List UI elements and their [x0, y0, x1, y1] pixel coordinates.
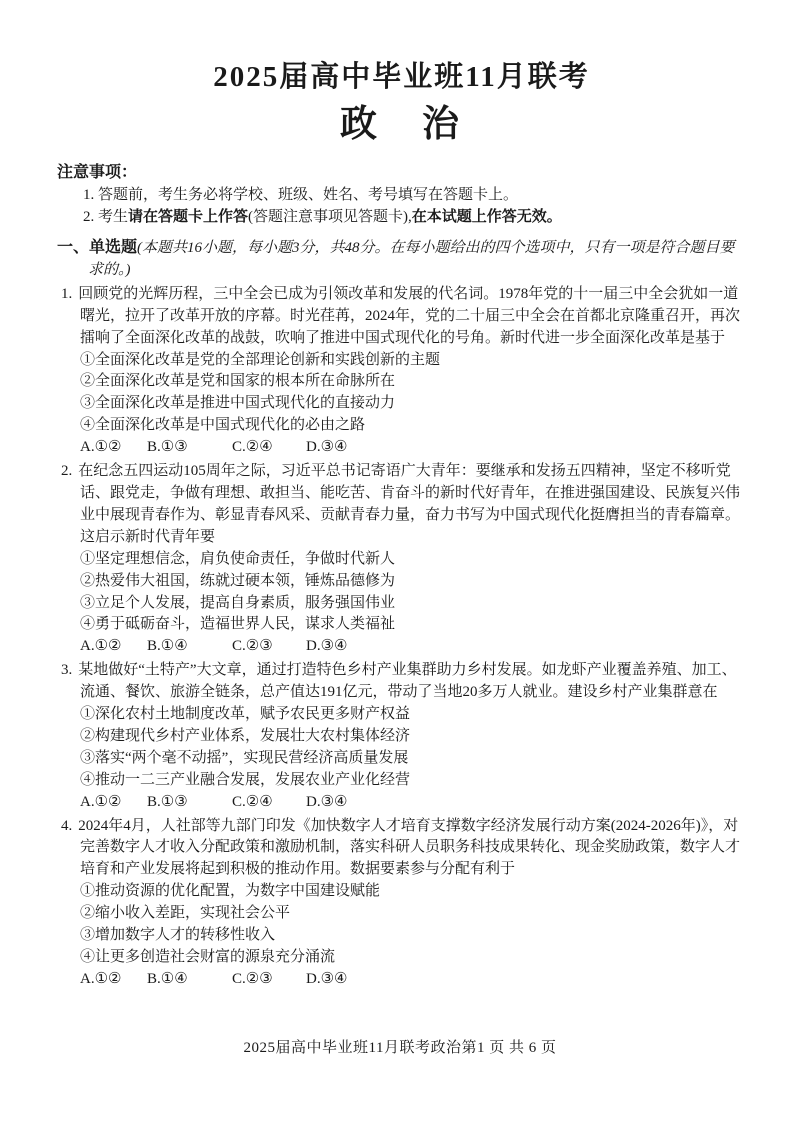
statement: ③立足个人发展，提高自身素质，服务强国伟业: [80, 594, 396, 611]
choice-option: D.③④: [306, 638, 348, 655]
choice-option: B.①④: [147, 970, 188, 987]
statement: ③落实“两个毫不动摇”，实现民营经济高质量发展: [80, 749, 409, 766]
choice-option: B.①③: [147, 793, 188, 810]
statement: ②构建现代乡村产业体系，发展壮大农村集体经济: [80, 727, 411, 744]
question-statements: [61, 549, 746, 637]
page-title: 2025届高中毕业班11月联考: [213, 61, 590, 93]
question-text: 回顾党的光辉历程，三中全会已成为引领改革和发展的代名词。1978年党的十一届三中全会犹如一道曙光，拉开了改革开放的序幕。时光荏苒，2024年，党的二十届三中全会在首都北京隆重召开，再次擂响了全面深化改革的战鼓，吹响了推进中国式现代化的号角。新时代进一步全面深化改革是基于: [78, 285, 741, 346]
question-stem: [61, 284, 746, 350]
section-note: (本题共16小题，每小题3分，共48分。在每小题给出的四个选项中，只有一项是符合题目要求的。): [88, 240, 735, 278]
choice-option: A.①②: [80, 439, 122, 456]
statement: ④推动一二三产业融合发展，发展农业产业化经营: [80, 771, 411, 788]
notice-item-1: 1. 答题前，考生务必将学校、班级、姓名、考号填写在答题卡上。: [83, 187, 519, 203]
notice-header: 注意事项：: [57, 164, 138, 181]
notice-item-2-normal: (答题注意事项见答题卡),: [248, 209, 412, 225]
statement: ①全面深化改革是党的全部理论创新和实践创新的主题: [80, 351, 441, 368]
page-footer: 2025届高中毕业班11月联考政治第1 页 共 6 页: [243, 1040, 557, 1056]
choice-option: B.①③: [147, 439, 188, 456]
question: [61, 660, 746, 813]
choice-option: D.③④: [306, 970, 348, 987]
question: [61, 284, 746, 459]
choice-option: C.②④: [232, 793, 273, 810]
statement: ②缩小收入差距，实现社会公平: [80, 905, 291, 922]
question-stem: [61, 461, 746, 549]
question-stem: [61, 816, 746, 882]
section-title: 一、单选题: [57, 239, 138, 256]
notice-item-2: [57, 206, 746, 228]
question-list: [57, 284, 746, 991]
choices-row: [61, 636, 746, 658]
question-text: 2024年4月，人社部等九部门印发《加快数字人才培育支撑数字经济发展行动方案(2024-2026年)》，对完善数字人才收入分配政策和激励机制，落实科研人员职务科技成果转化、现金奖励政策，数字人才培育和产业发展将起到积极的推动作用。数据要素参与分配有利于: [78, 817, 741, 878]
question-number: 4.: [61, 817, 73, 834]
question-statements: [61, 704, 746, 792]
choices-row: [61, 437, 746, 459]
notice-item-2-bold2: 在本试题上作答无效。: [411, 209, 562, 225]
notice-item-2-bold: 请在答题卡上作答: [128, 209, 249, 225]
question-stem: [61, 660, 746, 704]
statement: ①推动资源的优化配置，为数字中国建设赋能: [80, 883, 381, 900]
question-statements: [61, 881, 746, 969]
section-header: [57, 237, 746, 282]
statement: ③全面深化改革是推进中国式现代化的直接动力: [80, 395, 396, 412]
choice-option: C.②④: [232, 439, 273, 456]
choice-option: A.①②: [80, 793, 122, 810]
notice-item-2-prefix: 2. 考生: [83, 209, 129, 225]
question-text: 在纪念五四运动105周年之际，习近平总书记寄语广大青年：要继承和发扬五四精神，坚定不移听党话、跟党走，争做有理想、敢担当、能吃苦、肯奋斗的新时代好青年，在推进强国建设、民族复兴伟业中展现青春作为、彰显青春风采、贡献青春力量，奋力书写为中国式现代化挺膺担当的青春篇章。这启示新时代青年要: [78, 463, 741, 545]
statement: ②热爱伟大祖国，练就过硬本领，锤炼品德修为: [80, 572, 396, 589]
question: [61, 461, 746, 658]
question-number: 2.: [61, 463, 73, 480]
question: [61, 816, 746, 991]
choice-option: A.①②: [80, 970, 122, 987]
question-number: 3.: [61, 662, 73, 679]
question-text: 某地做好“土特产”大文章，通过打造特色乡村产业集群助力乡村发展。如龙虾产业覆盖养殖、加工、流通、餐饮、旅游全链条，总产值达191亿元，带动了当地20多万人就业。建设乡村产业集群意在: [78, 662, 737, 701]
statement: ④让更多创造社会财富的源泉充分涌流: [80, 949, 336, 965]
statement: ②全面深化改革是党和国家的根本所在命脉所在: [80, 373, 396, 390]
choice-option: C.②③: [232, 638, 273, 655]
choice-option: A.①②: [80, 638, 122, 655]
choices-row: [61, 969, 746, 991]
statement: ④全面深化改革是中国式现代化的必由之路: [80, 417, 366, 434]
question-statements: [61, 350, 746, 438]
statement: ④勇于砥砺奋斗，造福世界人民，谋求人类福祉: [80, 616, 396, 633]
subject-title: 政 治: [340, 104, 463, 145]
question-number: 1.: [61, 285, 73, 302]
choice-option: D.③④: [306, 793, 348, 810]
statement: ③增加数字人才的转移性收入: [80, 927, 276, 944]
choice-option: B.①④: [147, 638, 188, 655]
choice-option: C.②③: [232, 970, 273, 987]
statement: ①深化农村土地制度改革，赋予农民更多财产权益: [80, 706, 411, 723]
choice-option: D.③④: [306, 439, 348, 456]
choices-row: [61, 792, 746, 814]
statement: ①坚定理想信念，肩负使命责任，争做时代新人: [80, 550, 396, 567]
